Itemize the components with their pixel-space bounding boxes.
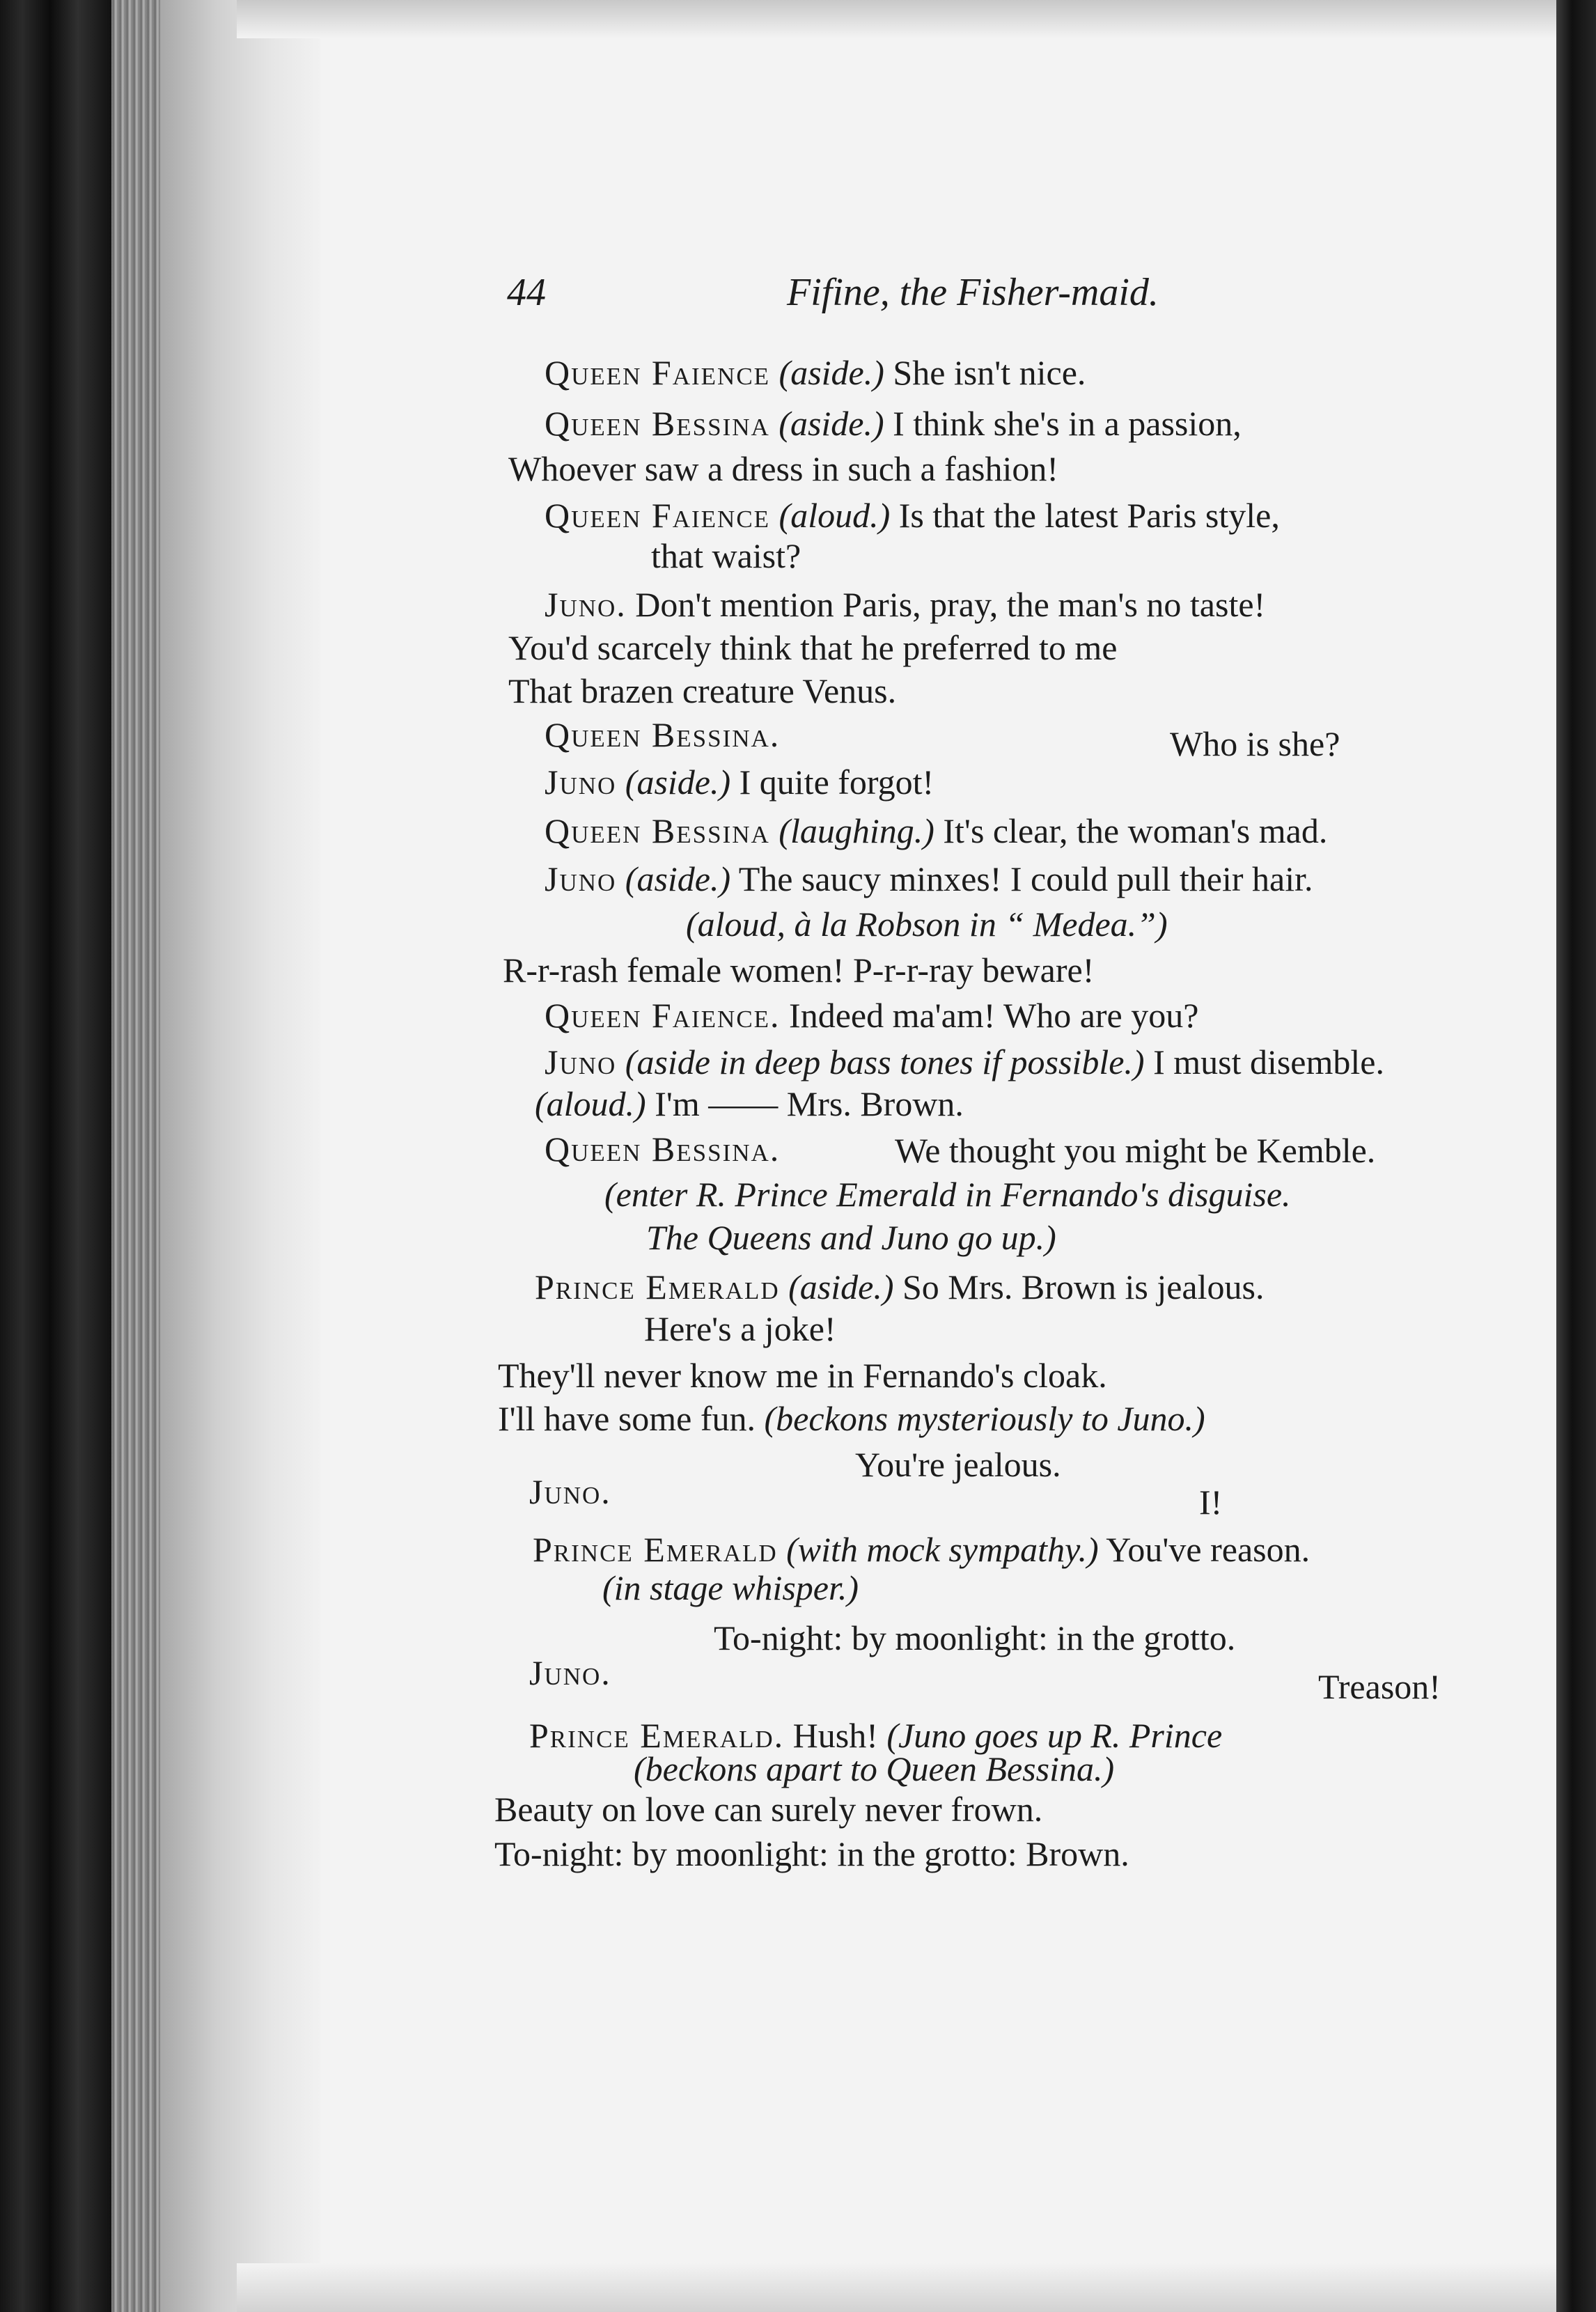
spine-edge xyxy=(111,0,160,2312)
script-line: Prince Emerald (with mock sympathy.) You've reason. xyxy=(533,1530,1311,1569)
script-line: I'll have some fun. (beckons mysteriously to Juno.) xyxy=(498,1399,1205,1438)
script-line: that waist? xyxy=(651,536,801,575)
script-line: To-night: by moonlight: in the grotto: Brown. xyxy=(494,1834,1129,1873)
script-line: R-r-rash female women! P-r-r-ray beware! xyxy=(503,951,1095,990)
page-number: 44 xyxy=(507,271,546,314)
script-line: Prince Emerald. Hush! (Juno goes up R. Prince xyxy=(529,1716,1223,1755)
script-line: Here's a joke! xyxy=(644,1309,836,1348)
script-line: To-night: by moonlight: in the grotto. xyxy=(714,1618,1236,1657)
script-line: Queen Faience (aloud.) Is that the latest Paris style, xyxy=(545,496,1280,535)
script-line: I! xyxy=(1199,1483,1223,1522)
stage-direction: (enter R. Prince Emerald in Fernando's disguise. xyxy=(604,1175,1291,1214)
script-line: Juno. Don't mention Paris, pray, the man's no taste! xyxy=(545,585,1266,624)
page-top-shade xyxy=(237,0,1556,38)
script-line: That brazen creature Venus. xyxy=(508,671,897,710)
running-head: Fifine, the Fisher-maid. xyxy=(787,271,1159,314)
script-line: Prince Emerald (aside.) So Mrs. Brown is jealous. xyxy=(535,1267,1265,1306)
script-line: Treason! xyxy=(1318,1667,1441,1706)
script-line: Queen Bessina. xyxy=(545,715,781,754)
stage-direction: (beckons apart to Queen Bessina.) xyxy=(634,1749,1115,1788)
right-page-edge xyxy=(1556,0,1596,2312)
script-line: Juno. xyxy=(529,1472,611,1511)
script-line: Queen Bessina. xyxy=(545,1130,781,1169)
script-line: Queen Faience (aside.) She isn't nice. xyxy=(545,353,1086,392)
stage-direction: The Queens and Juno go up.) xyxy=(646,1218,1056,1257)
script-line: (aloud.) I'm —— Mrs. Brown. xyxy=(535,1084,964,1123)
script-line: They'll never know me in Fernando's cloak. xyxy=(498,1356,1107,1395)
book-binding xyxy=(0,0,111,2312)
script-line: Whoever saw a dress in such a fashion! xyxy=(508,449,1059,488)
page-bottom-shade xyxy=(237,2263,1556,2312)
script-line: You'd scarcely think that he preferred to me xyxy=(508,628,1118,667)
script-line: We thought you might be Kemble. xyxy=(895,1131,1376,1170)
script-line: Beauty on love can surely never frown. xyxy=(494,1790,1043,1829)
script-line: Juno (aside in deep bass tones if possible.) I must disemble. xyxy=(545,1042,1384,1081)
script-line: You're jealous. xyxy=(855,1445,1061,1484)
stage-direction: (aloud, à la Robson in “ Medea.”) xyxy=(686,905,1168,944)
script-line: Queen Faience. Indeed ma'am! Who are you? xyxy=(545,996,1199,1035)
script-line: Juno (aside.) I quite forgot! xyxy=(545,763,934,802)
script-line: Juno. xyxy=(529,1653,611,1692)
script-line: Queen Bessina (aside.) I think she's in a passion, xyxy=(545,404,1242,443)
script-line: Juno (aside.) The saucy minxes! I could pull their hair. xyxy=(545,859,1313,898)
stage-direction: (in stage whisper.) xyxy=(602,1568,859,1607)
script-line: Who is she? xyxy=(1170,724,1340,763)
script-line: Queen Bessina (laughing.) It's clear, the woman's mad. xyxy=(545,811,1328,850)
page-gutter xyxy=(160,0,320,2312)
